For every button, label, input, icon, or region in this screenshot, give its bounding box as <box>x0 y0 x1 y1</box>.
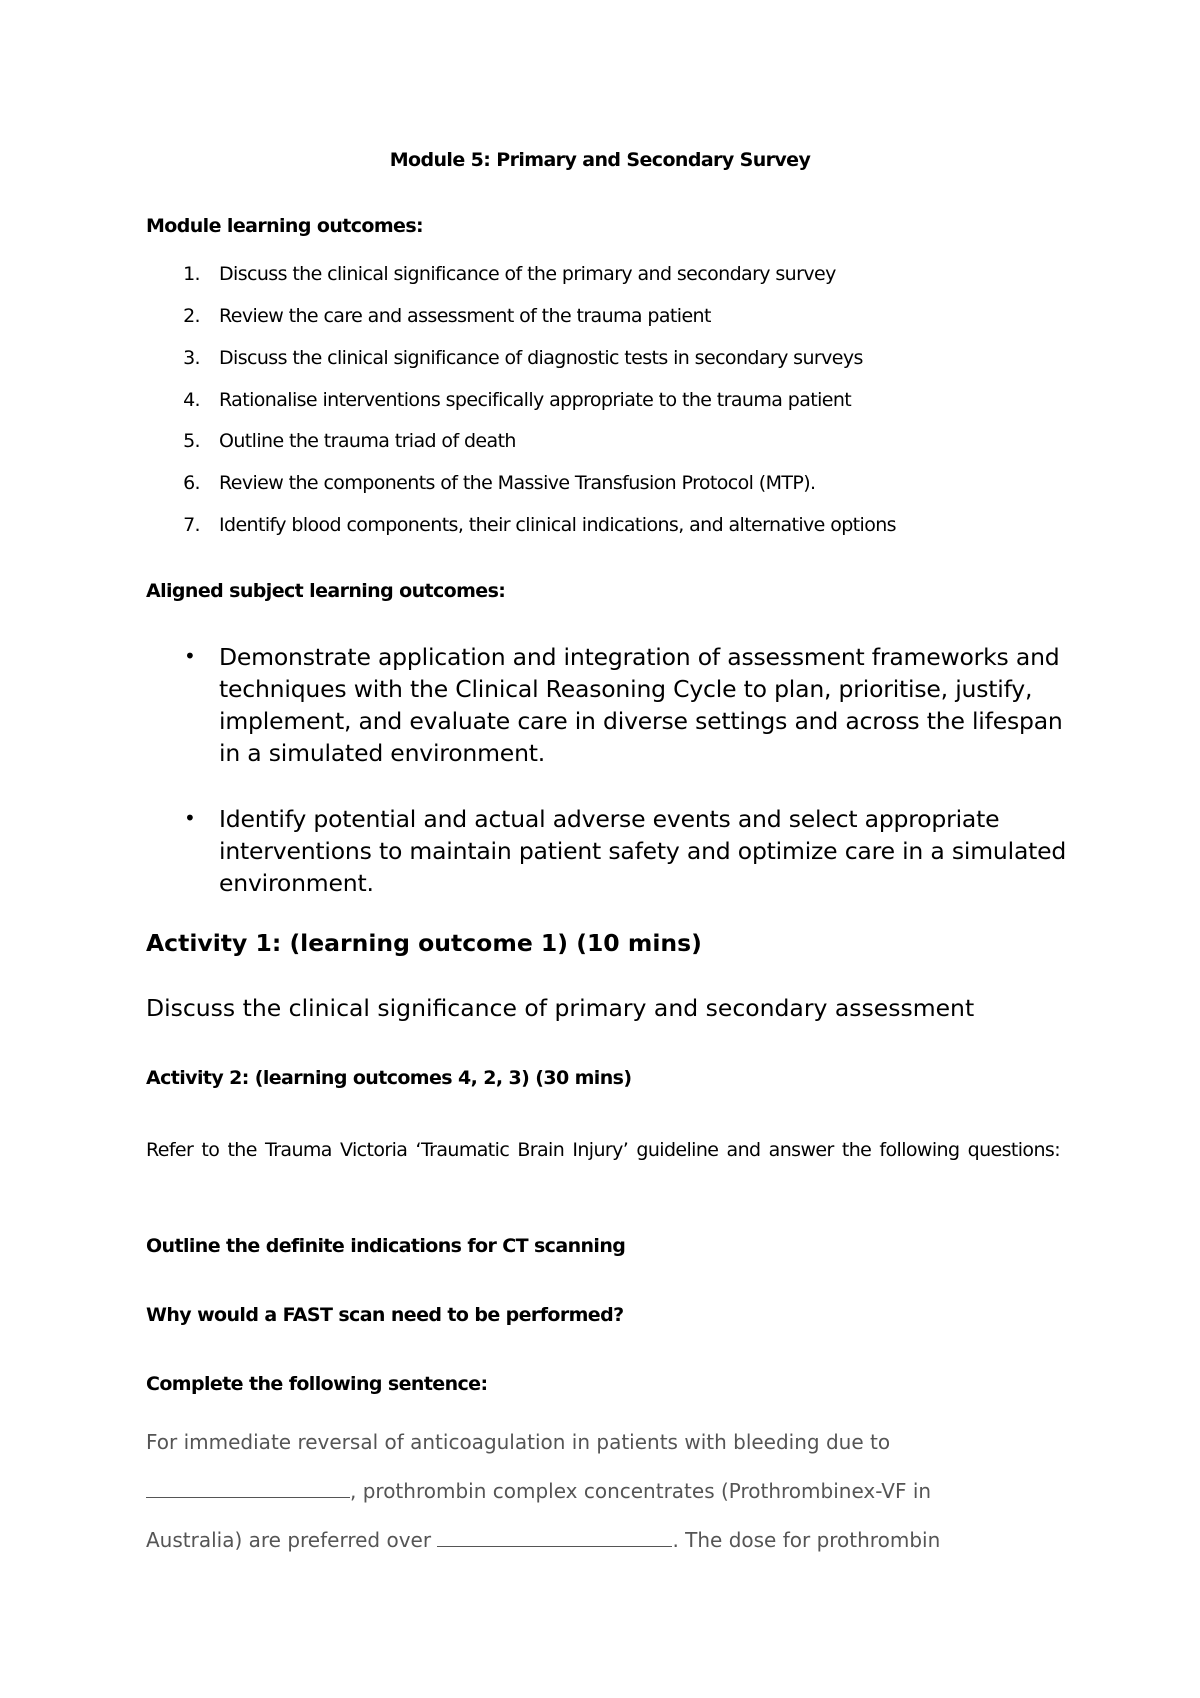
sentence-line-2-text: , prothrombin complex concentrates (Prothrombinex-VF in <box>350 1479 932 1503</box>
list-item: Review the care and assessment of the trauma patient <box>219 305 711 327</box>
list-item-number: 4. <box>183 389 200 411</box>
list-item: Review the components of the Massive Transfusion Protocol (MTP). <box>219 472 816 494</box>
activity2-heading: Activity 2: (learning outcomes 4, 2, 3) (30 mins) <box>146 1067 632 1089</box>
list-item: Discuss the clinical significance of diagnostic tests in secondary surveys <box>219 347 863 369</box>
list-item: Rationalise interventions specifically appropriate to the trauma patient <box>219 389 852 411</box>
bullet-item: Identify potential and actual adverse events and select appropriate interventions to maintain patient safety and optimize care in a simulated environment. <box>219 805 1067 897</box>
sentence-line-2 <box>146 1479 931 1503</box>
bullet-icon: • <box>184 806 196 830</box>
list-item: Discuss the clinical significance of the primary and secondary survey <box>219 263 836 285</box>
list-item-number: 1. <box>183 263 200 285</box>
list-item-number: 3. <box>183 347 200 369</box>
list-item-number: 7. <box>183 514 200 536</box>
sentence-line-3-text-after: . The dose for prothrombin <box>672 1528 941 1552</box>
list-item: Identify blood components, their clinical indications, and alternative options <box>219 514 896 536</box>
activity1-heading: Activity 1: (learning outcome 1) (10 mins) <box>146 929 702 957</box>
question-complete-sentence: Complete the following sentence: <box>146 1373 488 1395</box>
sentence-line-3 <box>146 1528 940 1552</box>
sentence-line-3-text-before: Australia) are preferred over <box>146 1528 432 1552</box>
question-fast-scan: Why would a FAST scan need to be performed? <box>146 1304 624 1326</box>
list-item-number: 5. <box>183 430 200 452</box>
list-item-number: 2. <box>183 305 200 327</box>
list-item-number: 6. <box>183 472 200 494</box>
answer-blank-1[interactable] <box>146 1479 350 1498</box>
question-ct-scanning: Outline the definite indications for CT scanning <box>146 1235 626 1257</box>
list-item: Outline the trauma triad of death <box>219 430 516 452</box>
module-outcomes-heading: Module learning outcomes: <box>146 215 424 237</box>
activity1-text: Discuss the clinical significance of primary and secondary assessment <box>146 994 975 1022</box>
answer-blank-2[interactable] <box>437 1528 672 1547</box>
aligned-outcomes-heading: Aligned subject learning outcomes: <box>146 580 506 602</box>
bullet-icon: • <box>184 644 196 668</box>
sentence-line-1: For immediate reversal of anticoagulation in patients with bleeding due to <box>146 1430 891 1454</box>
activity2-instruction: Refer to the Trauma Victoria ‘Traumatic Brain Injury’ guideline and answer the following questions: <box>146 1139 1060 1161</box>
bullet-item: Demonstrate application and integration of assessment frameworks and techniques with the Clinical Reasoning Cycle to plan, prioritise, justify, implement, and evaluate care in diverse settings and across the lifespan in a simulated environment. <box>219 643 1063 767</box>
page-title: Module 5: Primary and Secondary Survey <box>389 149 811 171</box>
